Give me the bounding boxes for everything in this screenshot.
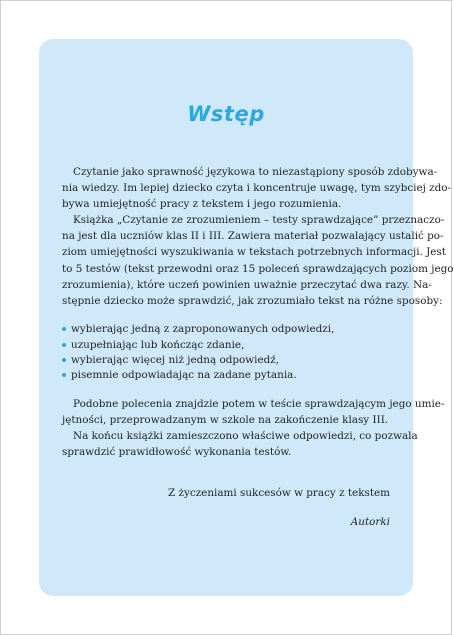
bullet-dot-icon	[62, 343, 66, 347]
list-item	[62, 322, 388, 337]
bullet-dot-icon	[62, 358, 66, 362]
paragraph-1-line: nia wiedzy. Im lepiej dziecko czyta i koncentruje uwagę, tym szybciej zdo-	[62, 182, 452, 195]
bullet-dot-icon	[62, 373, 66, 377]
paragraph-4	[62, 428, 418, 460]
spacer	[62, 309, 388, 322]
paragraph-4-line: Na końcu książki zamieszczono właściwe odpowiedzi, co pozwala	[73, 430, 418, 443]
paragraph-4-line: sprawdzić prawidłowość wykonania testów.	[62, 446, 292, 459]
paragraph-1	[62, 164, 452, 212]
list-item-text: wybierając więcej niż jedną odpowiedź,	[71, 354, 280, 367]
paragraph-3-line: jętności, przeprowadzanym w szkole na zakończenie klasy III.	[62, 414, 389, 427]
page-title: Wstęp	[187, 102, 265, 126]
list-item-text: wybierając jedną z zaproponowanych odpowiedzi,	[71, 323, 335, 336]
signature: Autorki	[350, 516, 390, 528]
list-item	[62, 337, 388, 352]
answer-methods-list	[62, 322, 388, 383]
paragraph-3-line: Podobne polecenia znajdzie potem w teście sprawdzającym jego umie-	[73, 398, 445, 411]
list-item	[62, 352, 388, 367]
bullet-dot-icon	[62, 327, 66, 331]
paragraph-2-line: na jest dla uczniów klas II i III. Zawiera materiał pozwalający ustalić po-	[62, 230, 444, 243]
intro-body	[62, 164, 454, 460]
list-item-text: uzupełniając lub kończąc zdanie,	[71, 338, 245, 351]
paragraph-2-line: zrozumienia), które uczeń powinien uważnie przeczytać dwa razy. Na-	[62, 278, 432, 291]
paragraph-2-line: stępnie dziecko może sprawdzić, jak zrozumiało tekst na różne sposoby:	[62, 294, 443, 307]
paragraph-2-line: Książka „Czytanie ze zrozumieniem – testy sprawdzające” przeznaczo-	[73, 214, 445, 227]
paragraph-2	[62, 212, 454, 309]
list-item-text: pisemnie odpowiadając na zadane pytania.	[71, 369, 297, 382]
paragraph-2-line: to 5 testów (tekst przewodni oraz 15 poleceń sprawdzających poziom jego	[62, 262, 454, 275]
spacer	[62, 383, 388, 396]
list-item	[62, 368, 388, 383]
paragraph-1-line: bywa umiejętność pracy z tekstem i jego rozumienia.	[62, 198, 342, 211]
closing-wishes: Z życzeniami sukcesów w pracy z tekstem	[168, 487, 390, 499]
paragraph-3	[62, 396, 445, 428]
paragraph-1-line: Czytanie jako sprawność językowa to niezastąpiony sposób zdobywa-	[73, 166, 438, 178]
paragraph-2-line: ziom umiejętności wyszukiwania w tekstach potrzebnych informacji. Jest	[62, 246, 446, 259]
